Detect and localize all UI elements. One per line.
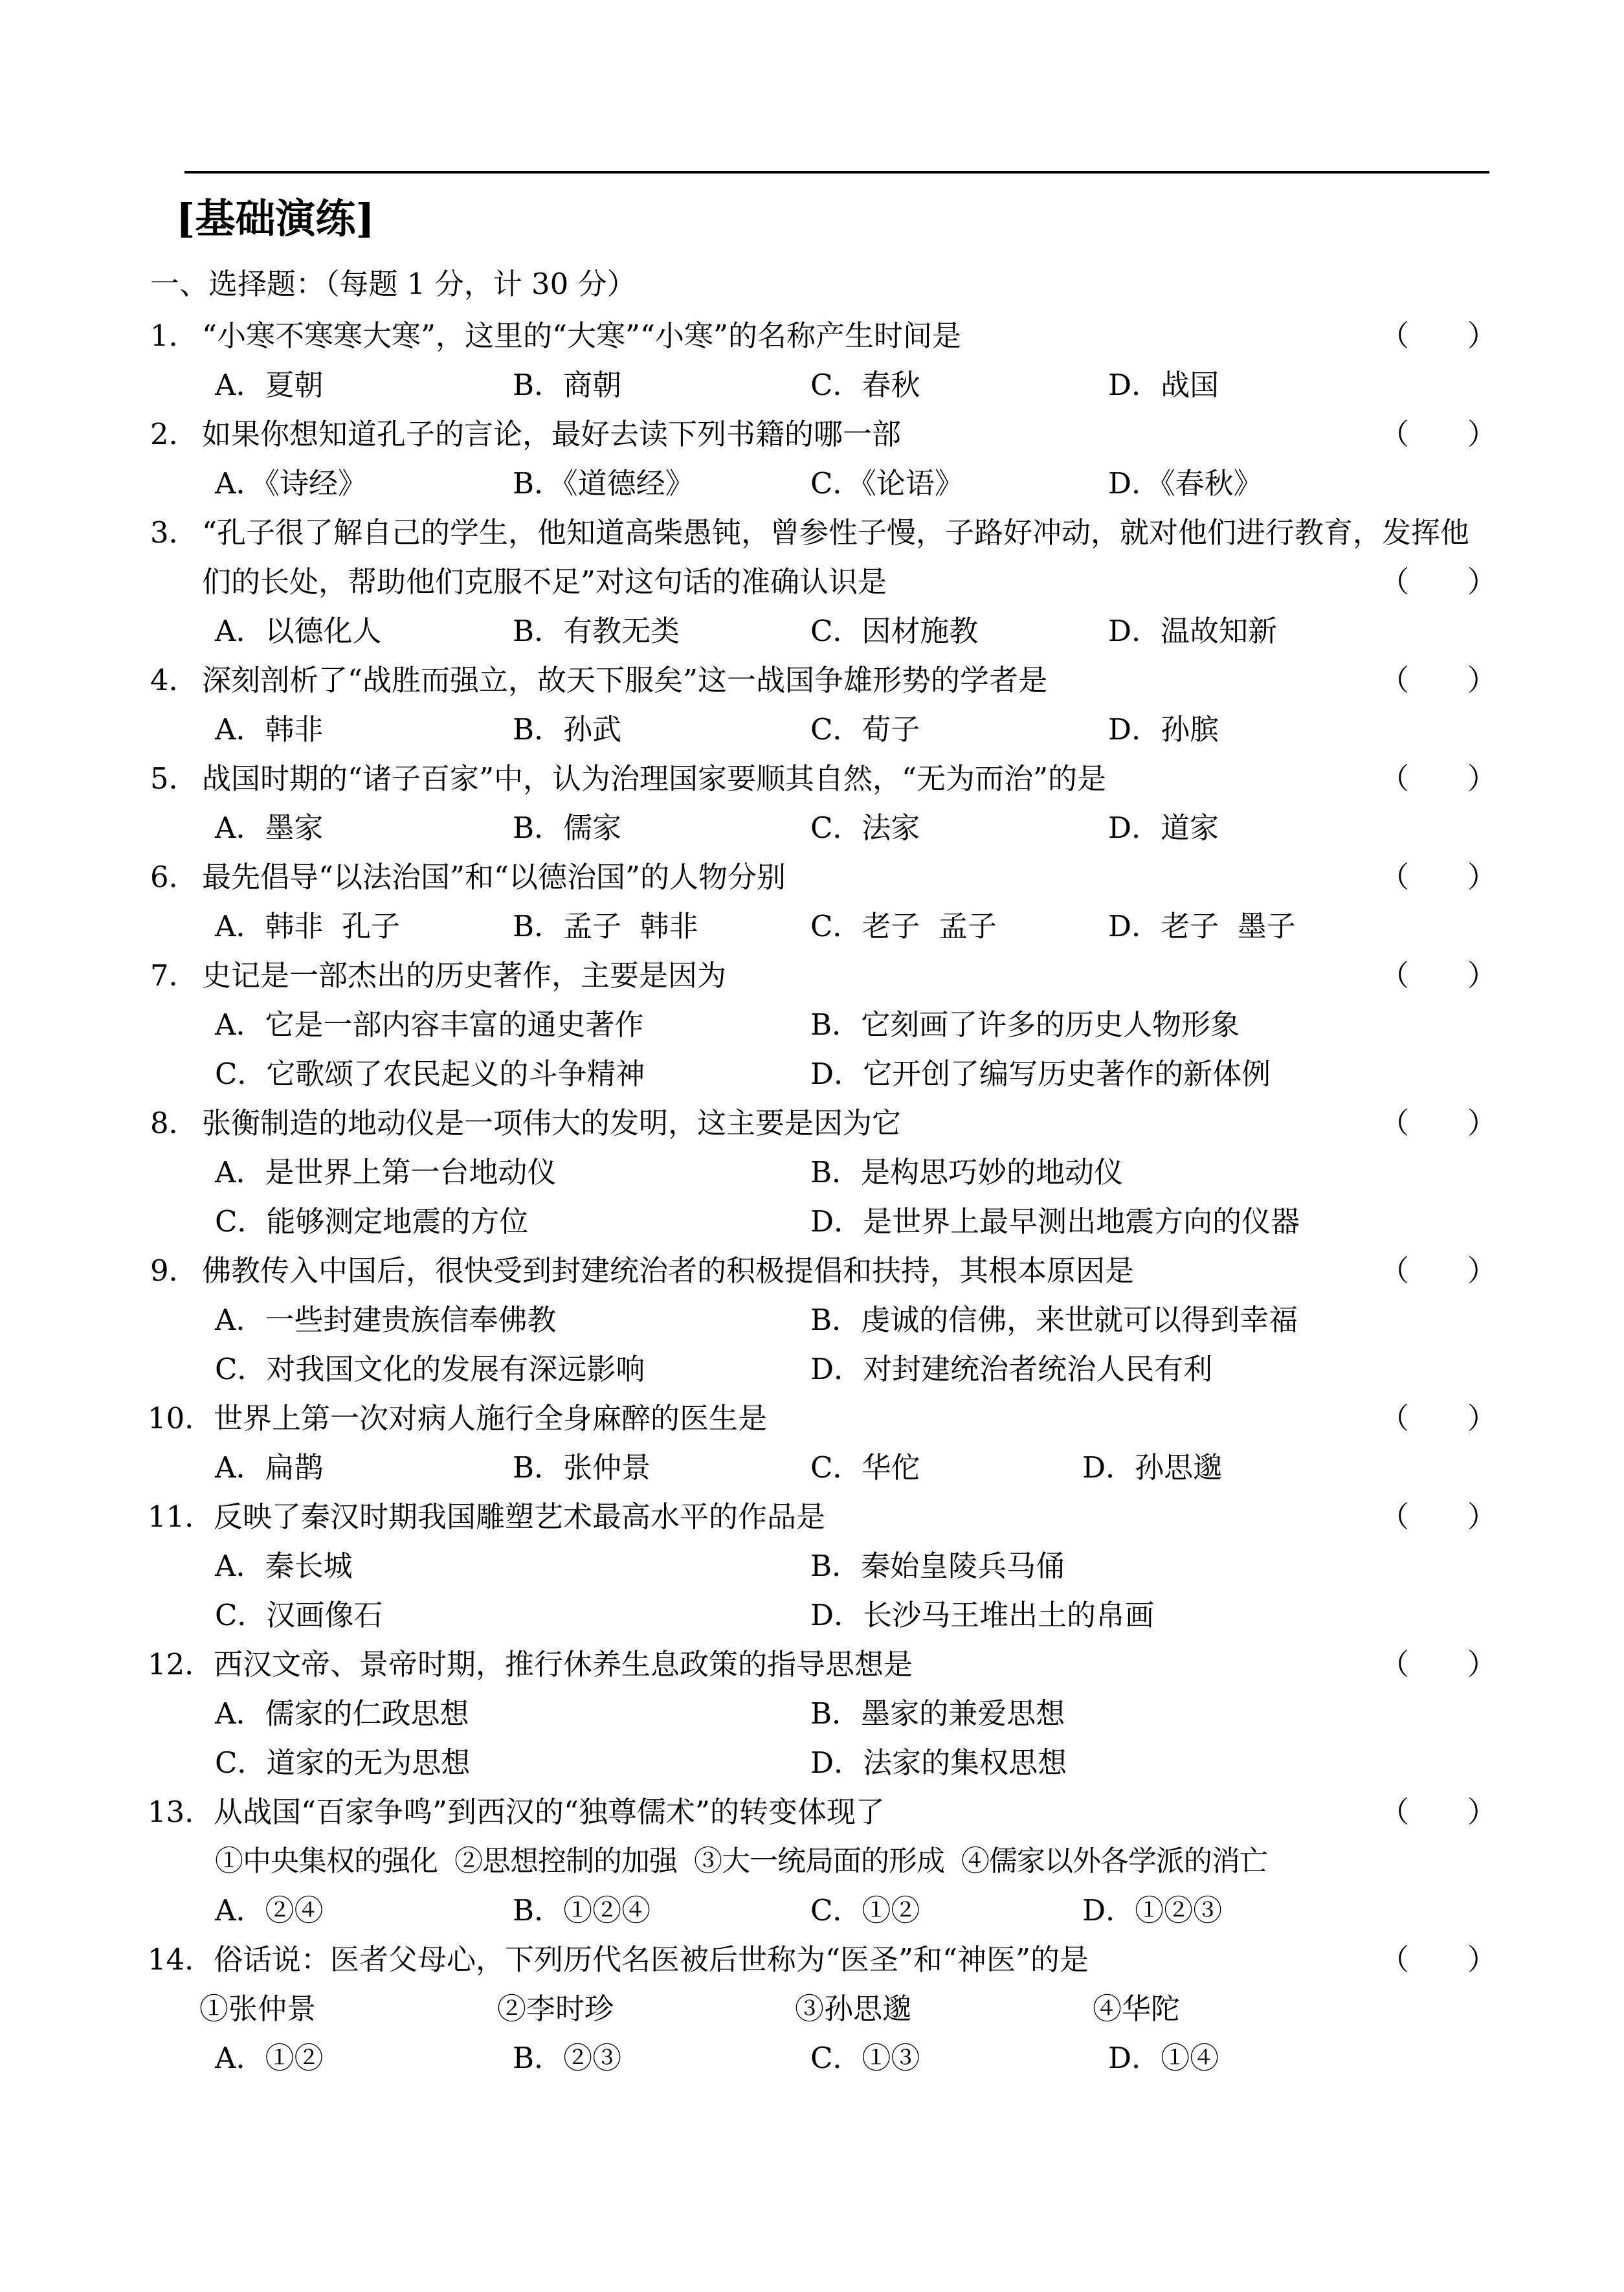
options bbox=[150, 1443, 1496, 1492]
options bbox=[150, 1000, 1496, 1099]
question-number: 13． bbox=[148, 1795, 214, 1829]
question-list bbox=[150, 262, 1496, 2083]
question-text: 西汉文帝、景帝时期，推行休养生息政策的指导思想是 bbox=[214, 1647, 913, 1681]
options bbox=[150, 2034, 1496, 2083]
option-a: A．是世界上第一台地动仪 bbox=[215, 1155, 557, 1189]
candidate-3: ③孙思邈 bbox=[795, 1992, 912, 2026]
statement-list: ①中央集权的强化 ②思想控制的加强 ③大一统局面的形成 ④儒家以外各学派的消亡 bbox=[215, 1845, 1267, 1878]
answer-blank: （ ） bbox=[1379, 663, 1496, 697]
option-b: B．儒家 bbox=[513, 811, 622, 845]
question-number: 1． bbox=[150, 319, 198, 353]
question-5 bbox=[150, 754, 1496, 853]
question-stem bbox=[150, 754, 1496, 803]
option-b: B．是构思巧妙的地动仪 bbox=[810, 1155, 1124, 1189]
question-number: 7． bbox=[150, 958, 198, 993]
question-14 bbox=[150, 1935, 1496, 2083]
option-a: A．秦长城 bbox=[215, 1549, 353, 1583]
answer-blank: （ ） bbox=[1379, 761, 1496, 796]
option-c: C．华佗 bbox=[810, 1450, 920, 1485]
question-text: 如果你想知道孔子的言论，最好去读下列书籍的哪一部 bbox=[202, 417, 902, 451]
option-b: B．孟子 韩非 bbox=[513, 909, 698, 943]
option-a: A．它是一部内容丰富的通史著作 bbox=[215, 1007, 644, 1042]
question-3 bbox=[150, 508, 1496, 656]
question-text: 战国时期的“诸子百家”中，认为治理国家要顺其自然，“无为而治”的是 bbox=[202, 761, 1107, 796]
option-b: B．它刻画了许多的历史人物形象 bbox=[810, 1007, 1240, 1042]
option-b: B．有教无类 bbox=[513, 614, 680, 648]
question-number: 9． bbox=[150, 1253, 198, 1288]
option-a: A．以德化人 bbox=[215, 614, 382, 648]
options bbox=[150, 902, 1496, 951]
option-d: D．温故知新 bbox=[1108, 614, 1278, 648]
question-text: 佛教传入中国后，很快受到封建统治者的积极提倡和扶持，其根本原因是 bbox=[202, 1253, 1135, 1288]
option-a: A．儒家的仁政思想 bbox=[215, 1696, 469, 1731]
question-8 bbox=[150, 1099, 1496, 1246]
option-d: D．对封建统治者统治人民有利 bbox=[810, 1352, 1213, 1386]
question-stem bbox=[150, 311, 1496, 361]
options bbox=[150, 705, 1496, 754]
answer-blank: （ ） bbox=[1379, 565, 1496, 599]
options bbox=[150, 803, 1496, 853]
question-number: 3． bbox=[150, 515, 198, 550]
option-d: D．①④ bbox=[1108, 2041, 1219, 2075]
option-b: B．秦始皇陵兵马俑 bbox=[810, 1549, 1065, 1583]
option-b: B．墨家的兼爱思想 bbox=[810, 1696, 1065, 1731]
option-a: A．韩非 bbox=[215, 712, 324, 747]
question-stem bbox=[150, 508, 1496, 607]
option-d: D．它开创了编写历史著作的新体例 bbox=[810, 1057, 1271, 1091]
option-c: C．①② bbox=[810, 1893, 920, 1927]
page-title: [基础演练] bbox=[176, 195, 375, 242]
question-text: 深刻剖析了“战胜而强立，故天下服矣”这一战国争雄形势的学者是 bbox=[202, 663, 1048, 697]
question-number: 11． bbox=[148, 1500, 214, 1534]
question-number: 12． bbox=[148, 1647, 214, 1681]
candidate-2: ②李时珍 bbox=[497, 1992, 614, 2026]
question-7 bbox=[150, 951, 1496, 1099]
question-text: 史记是一部杰出的历史著作，主要是因为 bbox=[202, 958, 727, 993]
question-stem bbox=[150, 1492, 1496, 1542]
option-c: C．老子 孟子 bbox=[810, 909, 997, 943]
question-9 bbox=[150, 1246, 1496, 1394]
option-a: A．韩非 孔子 bbox=[215, 909, 401, 943]
question-stem bbox=[150, 1640, 1496, 1689]
option-b: B．《道德经》 bbox=[513, 466, 695, 500]
option-a: A．扁鹊 bbox=[215, 1450, 324, 1485]
answer-blank: （ ） bbox=[1379, 319, 1496, 353]
option-c: C．①③ bbox=[810, 2041, 920, 2075]
question-2 bbox=[150, 410, 1496, 508]
question-number: 5． bbox=[150, 761, 198, 796]
question-text: 从战国“百家争鸣”到西汉的“独尊儒术”的转变体现了 bbox=[214, 1795, 885, 1829]
options bbox=[150, 361, 1496, 410]
option-a: A．一些封建贵族信奉佛教 bbox=[215, 1303, 557, 1337]
answer-blank: （ ） bbox=[1379, 1942, 1496, 1977]
candidate-list bbox=[150, 1984, 1496, 2034]
answer-blank: （ ） bbox=[1379, 1401, 1496, 1435]
option-b: B．张仲景 bbox=[513, 1450, 651, 1485]
candidate-1: ①张仲景 bbox=[199, 1992, 317, 2026]
option-d: D．道家 bbox=[1108, 811, 1219, 845]
option-c: C．对我国文化的发展有深远影响 bbox=[215, 1352, 645, 1386]
question-text: 最先倡导“以法治国”和“以德治国”的人物分别 bbox=[202, 860, 786, 894]
options bbox=[150, 1542, 1496, 1640]
options bbox=[150, 607, 1496, 656]
answer-blank: （ ） bbox=[1379, 417, 1496, 451]
question-stem bbox=[150, 853, 1496, 902]
option-c: C．春秋 bbox=[810, 368, 920, 402]
option-c: C．汉画像石 bbox=[215, 1598, 383, 1632]
option-d: D．老子 墨子 bbox=[1108, 909, 1296, 943]
options bbox=[150, 459, 1496, 508]
question-text: “小寒不寒寒大寒”，这里的“大寒”“小寒”的名称产生时间是 bbox=[202, 319, 962, 353]
option-b: B．②③ bbox=[513, 2041, 622, 2075]
answer-blank: （ ） bbox=[1379, 860, 1496, 894]
question-12 bbox=[150, 1640, 1496, 1788]
question-4 bbox=[150, 656, 1496, 754]
question-number: 4． bbox=[150, 663, 198, 697]
option-b: B．虔诚的信佛，来世就可以得到幸福 bbox=[810, 1303, 1298, 1337]
option-d: D．①②③ bbox=[1082, 1893, 1223, 1927]
option-b: B．商朝 bbox=[513, 368, 622, 402]
question-text: 俗话说：医者父母心，下列历代名医被后世称为“医圣”和“神医”的是 bbox=[214, 1942, 1089, 1977]
answer-blank: （ ） bbox=[1379, 1106, 1496, 1140]
option-b: B．①②④ bbox=[513, 1893, 651, 1927]
option-d: D．长沙马王堆出土的帛画 bbox=[810, 1598, 1155, 1632]
answer-blank: （ ） bbox=[1379, 1500, 1496, 1534]
option-d: D．法家的集权思想 bbox=[810, 1746, 1067, 1780]
question-6 bbox=[150, 853, 1496, 951]
answer-blank: （ ） bbox=[1379, 1647, 1496, 1681]
question-stem bbox=[150, 1788, 1496, 1837]
option-d: D．是世界上最早测出地震方向的仪器 bbox=[810, 1204, 1300, 1239]
question-text: “孔子很了解自己的学生，他知道高柴愚钝，曾参性子慢，子路好冲动，就对他们进行教育，发挥他们的长处，帮助他们克服不足”对这句话的准确认识是 bbox=[202, 515, 1470, 599]
question-stem bbox=[150, 1394, 1496, 1443]
options bbox=[150, 1886, 1496, 1935]
question-number: 14． bbox=[148, 1942, 214, 1977]
options bbox=[150, 1689, 1496, 1788]
answer-blank: （ ） bbox=[1379, 958, 1496, 993]
option-a: A．夏朝 bbox=[215, 368, 324, 402]
option-b: B．孙武 bbox=[513, 712, 622, 747]
question-number: 2． bbox=[150, 417, 198, 451]
question-11 bbox=[150, 1492, 1496, 1640]
candidate-4: ④华陀 bbox=[1093, 1992, 1181, 2026]
question-stem bbox=[150, 951, 1496, 1000]
option-c: C．因材施教 bbox=[810, 614, 979, 648]
section-heading: 一、选择题：（每题 1 分，计 30 分） bbox=[150, 267, 636, 301]
option-a: A．①② bbox=[215, 2041, 324, 2075]
option-c: C．它歌颂了农民起义的斗争精神 bbox=[215, 1057, 645, 1091]
top-rule bbox=[184, 171, 1489, 174]
question-text: 世界上第一次对病人施行全身麻醉的医生是 bbox=[214, 1401, 768, 1435]
question-13 bbox=[150, 1788, 1496, 1935]
answer-blank: （ ） bbox=[1379, 1253, 1496, 1288]
option-a: A．墨家 bbox=[215, 811, 324, 845]
option-c: C．《论语》 bbox=[810, 466, 964, 500]
question-stem bbox=[150, 656, 1496, 705]
question-number: 10． bbox=[148, 1401, 214, 1435]
option-a: A．《诗经》 bbox=[215, 466, 367, 500]
options bbox=[150, 1296, 1496, 1394]
question-stem bbox=[150, 410, 1496, 459]
question-10 bbox=[150, 1394, 1496, 1492]
answer-blank: （ ） bbox=[1379, 1795, 1496, 1829]
question-text: 张衡制造的地动仪是一项伟大的发明，这主要是因为它 bbox=[202, 1106, 902, 1140]
option-a: A．②④ bbox=[215, 1893, 324, 1927]
option-c: C．道家的无为思想 bbox=[215, 1746, 471, 1780]
option-d: D．孙膑 bbox=[1108, 712, 1219, 747]
option-d: D．战国 bbox=[1108, 368, 1219, 402]
option-c: C．能够测定地震的方位 bbox=[215, 1204, 529, 1239]
option-c: C．法家 bbox=[810, 811, 920, 845]
option-d: D．《春秋》 bbox=[1108, 466, 1263, 500]
question-number: 6． bbox=[150, 860, 198, 894]
question-1 bbox=[150, 311, 1496, 410]
options bbox=[150, 1148, 1496, 1246]
option-c: C．荀子 bbox=[810, 712, 920, 747]
question-stem bbox=[150, 1246, 1496, 1296]
option-d: D．孙思邈 bbox=[1082, 1450, 1223, 1485]
question-number: 8． bbox=[150, 1106, 198, 1140]
question-stem bbox=[150, 1935, 1496, 1984]
question-stem bbox=[150, 1099, 1496, 1148]
question-text: 反映了秦汉时期我国雕塑艺术最高水平的作品是 bbox=[214, 1500, 826, 1534]
